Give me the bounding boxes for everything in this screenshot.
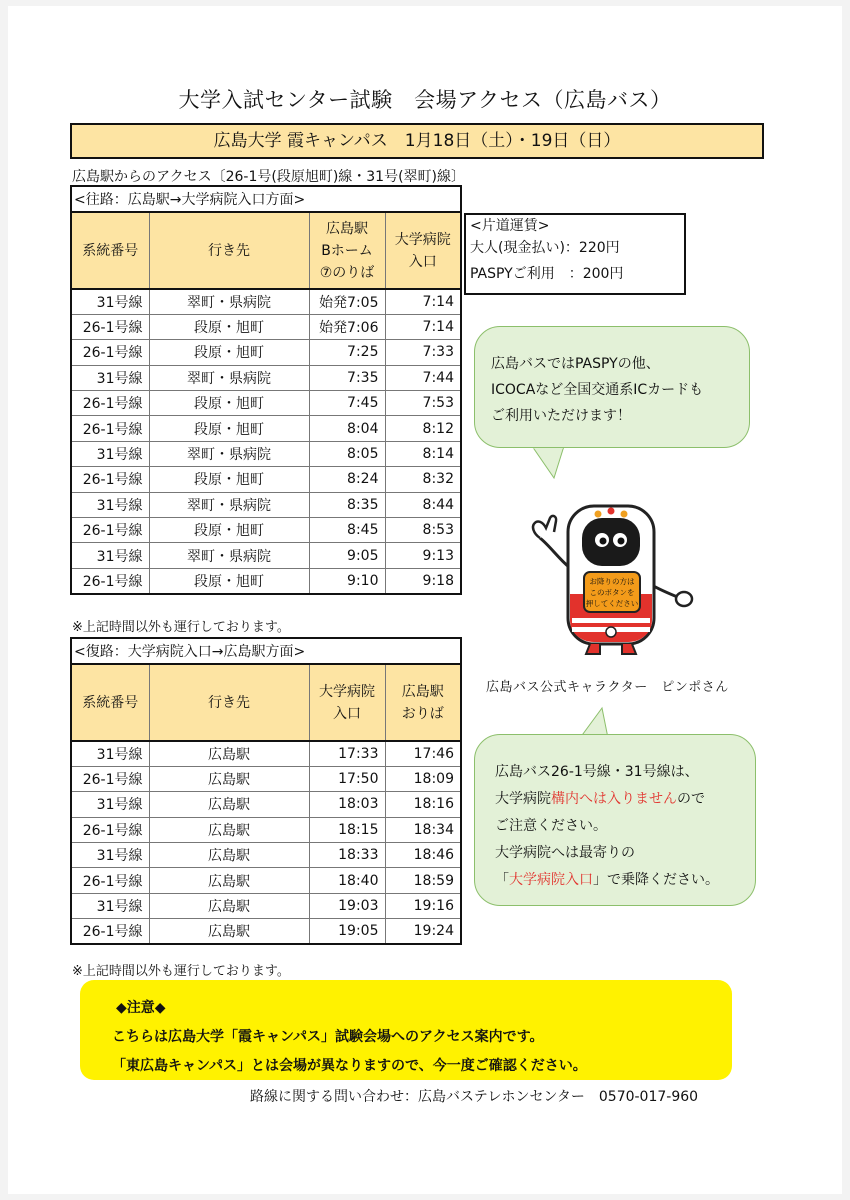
destination-cell: 段原・旭町	[149, 568, 309, 593]
return-header-row	[71, 664, 461, 741]
bubble2-text: 大学病院	[495, 791, 551, 807]
header-arrival	[385, 664, 461, 741]
table-row	[71, 467, 461, 492]
arrival-cell: 8:14	[385, 441, 461, 466]
header-departure-line: Bホーム	[321, 242, 373, 259]
arrival-cell: 18:16	[385, 792, 461, 817]
bubble2-red-text: 大学病院入口	[509, 872, 593, 888]
table-row	[71, 391, 461, 416]
venue-warning-box	[80, 980, 732, 1080]
route-cell: 31号線	[71, 741, 149, 766]
mascot-caption: 広島バス公式キャラクター ピンポさん	[486, 680, 729, 695]
arrival-cell: 9:18	[385, 568, 461, 593]
route-cell: 31号線	[71, 843, 149, 868]
header-arrival	[385, 212, 461, 289]
arrival-cell: 8:32	[385, 467, 461, 492]
bubble1-line: ご利用いただけます！	[491, 408, 631, 424]
table-row	[71, 792, 461, 817]
table-row	[71, 543, 461, 568]
destination-cell: 段原・旭町	[149, 467, 309, 492]
return-caption-row	[71, 638, 461, 664]
warning-heading: ◆注意◆	[116, 1000, 166, 1016]
arrival-cell: 7:14	[385, 314, 461, 339]
bubble2-text: ので	[677, 791, 705, 807]
arrival-cell: 7:33	[385, 340, 461, 365]
bubble1-line: ICOCAなど全国交通系ICカードも	[491, 382, 704, 398]
destination-cell: 広島駅	[149, 741, 309, 766]
header-departure-line: 入口	[333, 705, 361, 722]
bubble2-line	[495, 867, 755, 894]
table-row	[71, 416, 461, 441]
mascot-screen-text: このボタンを	[589, 588, 635, 597]
header-route: 系統番号	[71, 212, 149, 289]
table-row	[71, 289, 461, 314]
route-cell: 26-1号線	[71, 817, 149, 842]
table-row	[71, 843, 461, 868]
route-cell: 31号線	[71, 441, 149, 466]
route-cell: 26-1号線	[71, 518, 149, 543]
departure-cell: 始発7:06	[309, 314, 385, 339]
access-line: 広島駅からのアクセス〔26-1号(段原旭町)線・31号(翠町)線〕	[72, 169, 466, 185]
destination-cell: 翠町・県病院	[149, 289, 309, 314]
arrival-cell: 8:44	[385, 492, 461, 517]
departure-cell: 18:15	[309, 817, 385, 842]
destination-cell: 広島駅	[149, 893, 309, 918]
destination-cell: 段原・旭町	[149, 314, 309, 339]
arrival-cell: 18:34	[385, 817, 461, 842]
arrival-cell: 7:53	[385, 391, 461, 416]
destination-cell: 段原・旭町	[149, 391, 309, 416]
route-cell: 26-1号線	[71, 416, 149, 441]
destination-cell: 広島駅	[149, 843, 309, 868]
arrival-cell: 19:16	[385, 893, 461, 918]
bubble1-line: 広島バスではPASPYの他、	[491, 356, 660, 372]
document-page	[8, 6, 842, 1194]
bubble2-line: 大学病院へは最寄りの	[495, 845, 635, 861]
header-arrival-line: おりば	[401, 705, 444, 722]
header-destination: 行き先	[149, 212, 309, 289]
header-departure-line: 大学病院	[319, 683, 375, 700]
departure-cell: 8:04	[309, 416, 385, 441]
route-cell: 26-1号線	[71, 766, 149, 791]
departure-cell: 8:24	[309, 467, 385, 492]
mascot-screen-text: お降りの方は	[589, 577, 635, 586]
header-departure-line: 広島駅	[326, 220, 368, 237]
route-cell: 26-1号線	[71, 568, 149, 593]
route-cell: 31号線	[71, 365, 149, 390]
departure-cell: 8:45	[309, 518, 385, 543]
departure-cell: 7:45	[309, 391, 385, 416]
departure-cell: 19:03	[309, 893, 385, 918]
mascot-pinpo	[520, 498, 700, 658]
arrival-cell: 17:46	[385, 741, 461, 766]
destination-cell: 広島駅	[149, 817, 309, 842]
destination-cell: 広島駅	[149, 919, 309, 944]
table-row	[71, 817, 461, 842]
table-row	[71, 741, 461, 766]
route-cell: 26-1号線	[71, 314, 149, 339]
bubble2-line	[495, 786, 755, 813]
destination-cell: 翠町・県病院	[149, 543, 309, 568]
outbound-header-row	[71, 212, 461, 289]
table-row	[71, 766, 461, 791]
arrival-cell: 8:12	[385, 416, 461, 441]
destination-cell: 翠町・県病院	[149, 365, 309, 390]
arrival-cell: 7:14	[385, 289, 461, 314]
campus-date-banner: 広島大学 霞キャンパス 1月18日（土）・19日（日）	[70, 123, 764, 159]
departure-cell: 9:05	[309, 543, 385, 568]
route-cell: 31号線	[71, 543, 149, 568]
return-caption: <復路：大学病院入口→広島駅方面>	[71, 638, 461, 664]
fare-box	[464, 213, 686, 295]
departure-cell: 17:50	[309, 766, 385, 791]
header-arrival-line: 大学病院	[394, 231, 451, 248]
destination-cell: 広島駅	[149, 868, 309, 893]
departure-cell: 18:40	[309, 868, 385, 893]
fare-title: <片道運賃>	[470, 218, 550, 234]
departure-cell: 17:33	[309, 741, 385, 766]
fare-adult: 大人(現金払い)：220円	[470, 240, 620, 256]
arrival-cell: 7:44	[385, 365, 461, 390]
departure-cell: 7:35	[309, 365, 385, 390]
departure-cell: 19:05	[309, 919, 385, 944]
bubble2-line: ご注意ください。	[495, 818, 607, 834]
arrival-cell: 18:46	[385, 843, 461, 868]
route-cell: 26-1号線	[71, 391, 149, 416]
destination-cell: 段原・旭町	[149, 518, 309, 543]
route-cell: 26-1号線	[71, 340, 149, 365]
outbound-timetable	[70, 185, 462, 595]
header-route: 系統番号	[71, 664, 149, 741]
route-cell: 31号線	[71, 893, 149, 918]
mascot-illustration	[520, 498, 700, 658]
bubble2-line: 広島バス26-1号線・31号線は、	[495, 764, 699, 780]
header-departure-line: ⑦のりば	[319, 264, 375, 281]
table-row	[71, 314, 461, 339]
bubble2-text: 」で乗降ください。	[593, 872, 719, 888]
table-row	[71, 365, 461, 390]
table-row	[71, 893, 461, 918]
return-timetable	[70, 637, 462, 945]
destination-cell: 広島駅	[149, 766, 309, 791]
route-cell: 26-1号線	[71, 868, 149, 893]
header-destination: 行き先	[149, 664, 309, 741]
destination-cell: 段原・旭町	[149, 416, 309, 441]
header-arrival-line: 広島駅	[401, 683, 444, 700]
header-departure	[309, 664, 385, 741]
table-row	[71, 868, 461, 893]
arrival-cell: 9:13	[385, 543, 461, 568]
outbound-note: ※上記時間以外も運行しております。	[72, 620, 290, 635]
table-row	[71, 919, 461, 944]
page-title: 大学入試センター試験 会場アクセス（広島バス）	[178, 88, 672, 112]
arrival-cell: 8:53	[385, 518, 461, 543]
route-cell: 26-1号線	[71, 919, 149, 944]
mascot-screen-text: 押してください	[585, 599, 639, 608]
table-row	[71, 492, 461, 517]
contact-info: 路線に関する問い合わせ：広島バステレホンセンター 0570-017-960	[250, 1089, 699, 1105]
outbound-caption-row	[71, 186, 461, 212]
fare-paspy: PASPYご利用 ：200円	[470, 266, 624, 282]
arrival-cell: 18:09	[385, 766, 461, 791]
departure-cell: 9:10	[309, 568, 385, 593]
destination-cell: 段原・旭町	[149, 340, 309, 365]
return-note: ※上記時間以外も運行しております。	[72, 964, 290, 979]
warning-line: こちらは広島大学「霞キャンパス」試験会場へのアクセス案内です。	[112, 1029, 544, 1045]
route-cell: 31号線	[71, 792, 149, 817]
departure-cell: 18:33	[309, 843, 385, 868]
route-cell: 31号線	[71, 492, 149, 517]
bubble1-tail	[528, 442, 568, 482]
departure-cell: 8:35	[309, 492, 385, 517]
table-row	[71, 568, 461, 593]
departure-cell: 8:05	[309, 441, 385, 466]
warning-line: 「東広島キャンパス」とは会場が異なりますので、今一度ご確認ください。	[112, 1058, 587, 1074]
departure-cell: 18:03	[309, 792, 385, 817]
route-cell: 31号線	[71, 289, 149, 314]
route-cell: 26-1号線	[71, 467, 149, 492]
table-row	[71, 518, 461, 543]
campus-warning-bubble	[474, 734, 756, 906]
destination-cell: 翠町・県病院	[149, 441, 309, 466]
destination-cell: 翠町・県病院	[149, 492, 309, 517]
destination-cell: 広島駅	[149, 792, 309, 817]
departure-cell: 始発7:05	[309, 289, 385, 314]
header-arrival-line: 入口	[408, 253, 437, 270]
outbound-caption: <往路：広島駅→大学病院入口方面>	[71, 186, 461, 212]
arrival-cell: 19:24	[385, 919, 461, 944]
ic-card-bubble	[474, 326, 750, 448]
table-row	[71, 340, 461, 365]
table-row	[71, 441, 461, 466]
header-departure	[309, 212, 385, 289]
bubble2-red-text: 構内へは入りません	[551, 791, 677, 807]
arrival-cell: 18:59	[385, 868, 461, 893]
bubble2-text: 「	[495, 872, 509, 888]
departure-cell: 7:25	[309, 340, 385, 365]
